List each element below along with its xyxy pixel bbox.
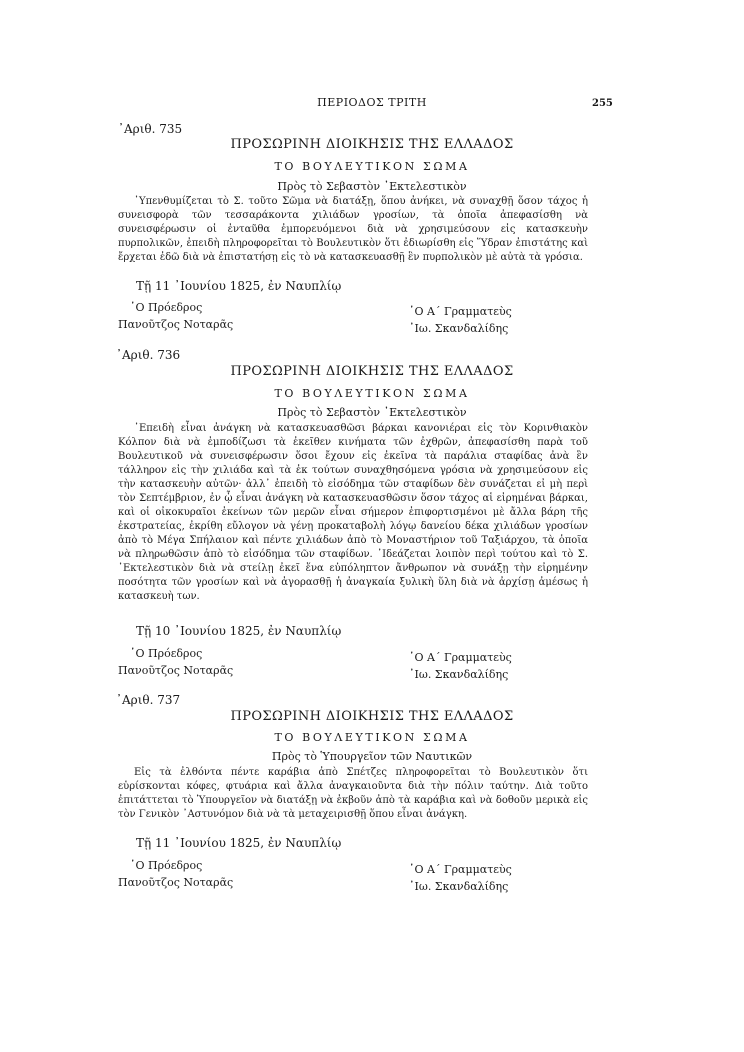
president-name: Πανοῦτζος Νοταρᾶς — [118, 318, 234, 331]
secretary-title: ῾Ο Α΄ Γραμματεὺς — [409, 651, 512, 664]
body-paragraph: ῾Υπενθυμίζεται τὸ Σ. τοῦτο Σῶμα νὰ διατάξῃ, ὅπου ἀνήκει, νὰ συναχθῇ ὅσον τάχος ἡ συνεισφορὰ τῶν τεσσαράκοντα χιλιάδων γροσίων, τὰ ὁποῖα ἀπεφασίσθη νὰ συνεισφέρωσιν οἱ ἐνταῦθα ἐμπορευόμενοι διὰ νὰ χρησιμεύσουν εἰς κατασκευὴν πυρπολικῶν, ἐπειδὴ πληροφορεῖται τὸ Βουλευτικὸν ὅτι ἐδιωρίσθη εἰς Ὕδραν ἐπιστάτης καὶ ἔρχεται ἐδῶ διὰ νὰ ἐπιστατήσῃ εἰς τὸ νὰ κατασκευασθῇ ἓν πυρπολικὸν μὲ αὐτὰ τὰ γρόσια. — [118, 196, 588, 263]
secretary-signature — [409, 649, 512, 683]
document-body — [118, 422, 588, 604]
body-paragraph: ᾿Επειδὴ εἶναι ἀνάγκη νὰ κατασκευασθῶσι βάρκαι κανονιέραι εἰς τὸν Κορινθιακὸν Κόλπον διὰ νὰ ἐμποδίζωσι τὰ ἐκεῖθεν κινήματα τῶν ἐχθρῶν, ἀπεφασίσθη παρὰ τοῦ Βουλευτικοῦ νὰ συνεισφέρωσιν ὅσοι ἔχουν εἰς ἐκεῖνα τὰ παράλια σταφίδας ἀνὰ ἓν τάλληρον εἰς τὴν χιλιάδα καὶ τὰ ἐκ τούτων συναχθησόμενα γρόσια νὰ χρησιμεύσουν εἰς τὴν κατασκευὴν αὐτῶν· ἀλλ᾿ ἐπειδὴ τὸ εἰσόδημα τῶν σταφίδων δὲν συνάζεται εἰ μὴ περὶ τὸν Σεπτέμβριον, ἐν ᾧ εἶναι ἀνάγκη νὰ κατασκευασθῶσιν ὅσον τάχος αἱ εἰρημέναι βάρκαι, καὶ οἱ οἰκοκυραῖοι ἐκείνων τῶν μερῶν εἶναι σήμερον ἐπιφορτισμένοι μὲ ἄλλα βάρη τῆς ἐκστρατείας, ἐκρίθη εὔλογον νὰ γένῃ προκαταβολὴ λόγῳ δανείου δέκα χιλιάδων γροσίων ἀπὸ τὸ Μέγα Σπήλαιον καὶ πέντε χιλιάδων ἀπὸ τὸ Μοναστήριον τοῦ Ταξιάρχου, τὰ ὁποῖα νὰ πληρωθῶσιν ἀπὸ τὸ εἰσόδημα τῶν σταφίδων. ᾿Ιδεάζεται λοιπὸν περὶ τούτου καὶ τὸ Σ. ᾿Εκτελεστικὸν διὰ νὰ στείλῃ ἐκεῖ ἕνα εὐπόληπτον ἄνθρωπον νὰ συνάξῃ τὴν εἰρημένην ποσότητα τῶν γροσίων καὶ νὰ ἀγορασθῇ ἡ ἀναγκαία ξυλικὴ ὕλη διὰ νὰ ἀρχίσῃ ἀμέσως ἡ κατασκευὴ των. — [118, 423, 588, 602]
secretary-name: ᾿Ιω. Σκανδαλίδης — [409, 322, 509, 335]
page-number: 255 — [592, 98, 613, 109]
document-date: Τῇ 11 ᾿Ιουνίου 1825, ἐν Ναυπλίῳ — [136, 279, 342, 293]
president-signature — [118, 645, 233, 679]
document-subheading: ΤΟ ΒΟΥΛΕΥΤΙΚΟΝ ΣΩΜΑ — [274, 160, 470, 173]
secretary-signature — [409, 303, 512, 337]
secretary-title: ῾Ο Α΄ Γραμματεὺς — [409, 305, 512, 318]
secretary-name: ᾿Ιω. Σκανδαλίδης — [409, 880, 509, 893]
document-subheading: ΤΟ ΒΟΥΛΕΥΤΙΚΟΝ ΣΩΜΑ — [274, 731, 470, 744]
president-title: ῾Ο Πρόεδρος — [130, 301, 203, 314]
secretary-name: ᾿Ιω. Σκανδαλίδης — [409, 668, 509, 681]
president-name: Πανοῦτζος Νοταρᾶς — [118, 876, 234, 889]
document-body — [118, 195, 588, 265]
document-subheading: ΤΟ ΒΟΥΛΕΥΤΙΚΟΝ ΣΩΜΑ — [274, 387, 470, 400]
president-name: Πανοῦτζος Νοταρᾶς — [118, 664, 234, 677]
president-title: ῾Ο Πρόεδρος — [130, 647, 203, 660]
document-addressee: Πρὸς τὸ Σεβαστὸν ᾿Εκτελεστικὸν — [277, 180, 467, 193]
document-addressee: Πρὸς τὸ Σεβαστὸν ᾿Εκτελεστικὸν — [277, 406, 467, 419]
president-signature — [118, 857, 233, 891]
document-addressee: Πρὸς τὸ Ὑπουργεῖον τῶν Ναυτικῶν — [271, 750, 473, 763]
running-header: ΠΕΡΙΟΔΟΣ ΤΡΙΤΗ — [317, 96, 427, 109]
secretary-title: ῾Ο Α΄ Γραμματεὺς — [409, 863, 512, 876]
president-title: ῾Ο Πρόεδρος — [130, 859, 203, 872]
president-signature — [118, 299, 233, 333]
document-date: Τῇ 11 ᾿Ιουνίου 1825, ἐν Ναυπλίῳ — [136, 836, 342, 850]
document-date: Τῇ 10 ᾿Ιουνίου 1825, ἐν Ναυπλίῳ — [136, 624, 342, 638]
secretary-signature — [409, 861, 512, 895]
document-heading: ΠΡΟΣΩΡΙΝΗ ΔΙΟΙΚΗΣΙΣ ΤΗΣ ΕΛΛΑΔΟΣ — [230, 364, 514, 379]
document-number: ᾿Αριθ. 735 — [118, 122, 183, 136]
document-heading: ΠΡΟΣΩΡΙΝΗ ΔΙΟΙΚΗΣΙΣ ΤΗΣ ΕΛΛΑΔΟΣ — [230, 709, 514, 724]
document-heading: ΠΡΟΣΩΡΙΝΗ ΔΙΟΙΚΗΣΙΣ ΤΗΣ ΕΛΛΑΔΟΣ — [230, 137, 514, 152]
body-paragraph: Εἰς τὰ ἐλθόντα πέντε καράβια ἀπὸ Σπέτζες πληροφορεῖται τὸ Βουλευτικὸν ὅτι εὑρίσκονται κόφες, φτυάρια καὶ ἄλλα ἀναγκαιοῦντα διὰ τὴν πόλιν ταύτην. Διὰ τοῦτο ἐπιτάττεται τὸ Ὑπουργεῖον νὰ διατάξῃ νὰ ἐκβοῦν ἀπὸ τὰ καράβια καὶ νὰ δοθοῦν μερικὰ εἰς τὸν Γενικὸν ᾿Αστυνόμον διὰ νὰ τὰ μεταχειρισθῇ ὅπου εἶναι ἀνάγκη. — [118, 767, 588, 820]
document-number: ᾿Αριθ. 737 — [116, 693, 181, 707]
document-number: ᾿Αριθ. 736 — [116, 348, 181, 362]
document-body — [118, 766, 588, 822]
